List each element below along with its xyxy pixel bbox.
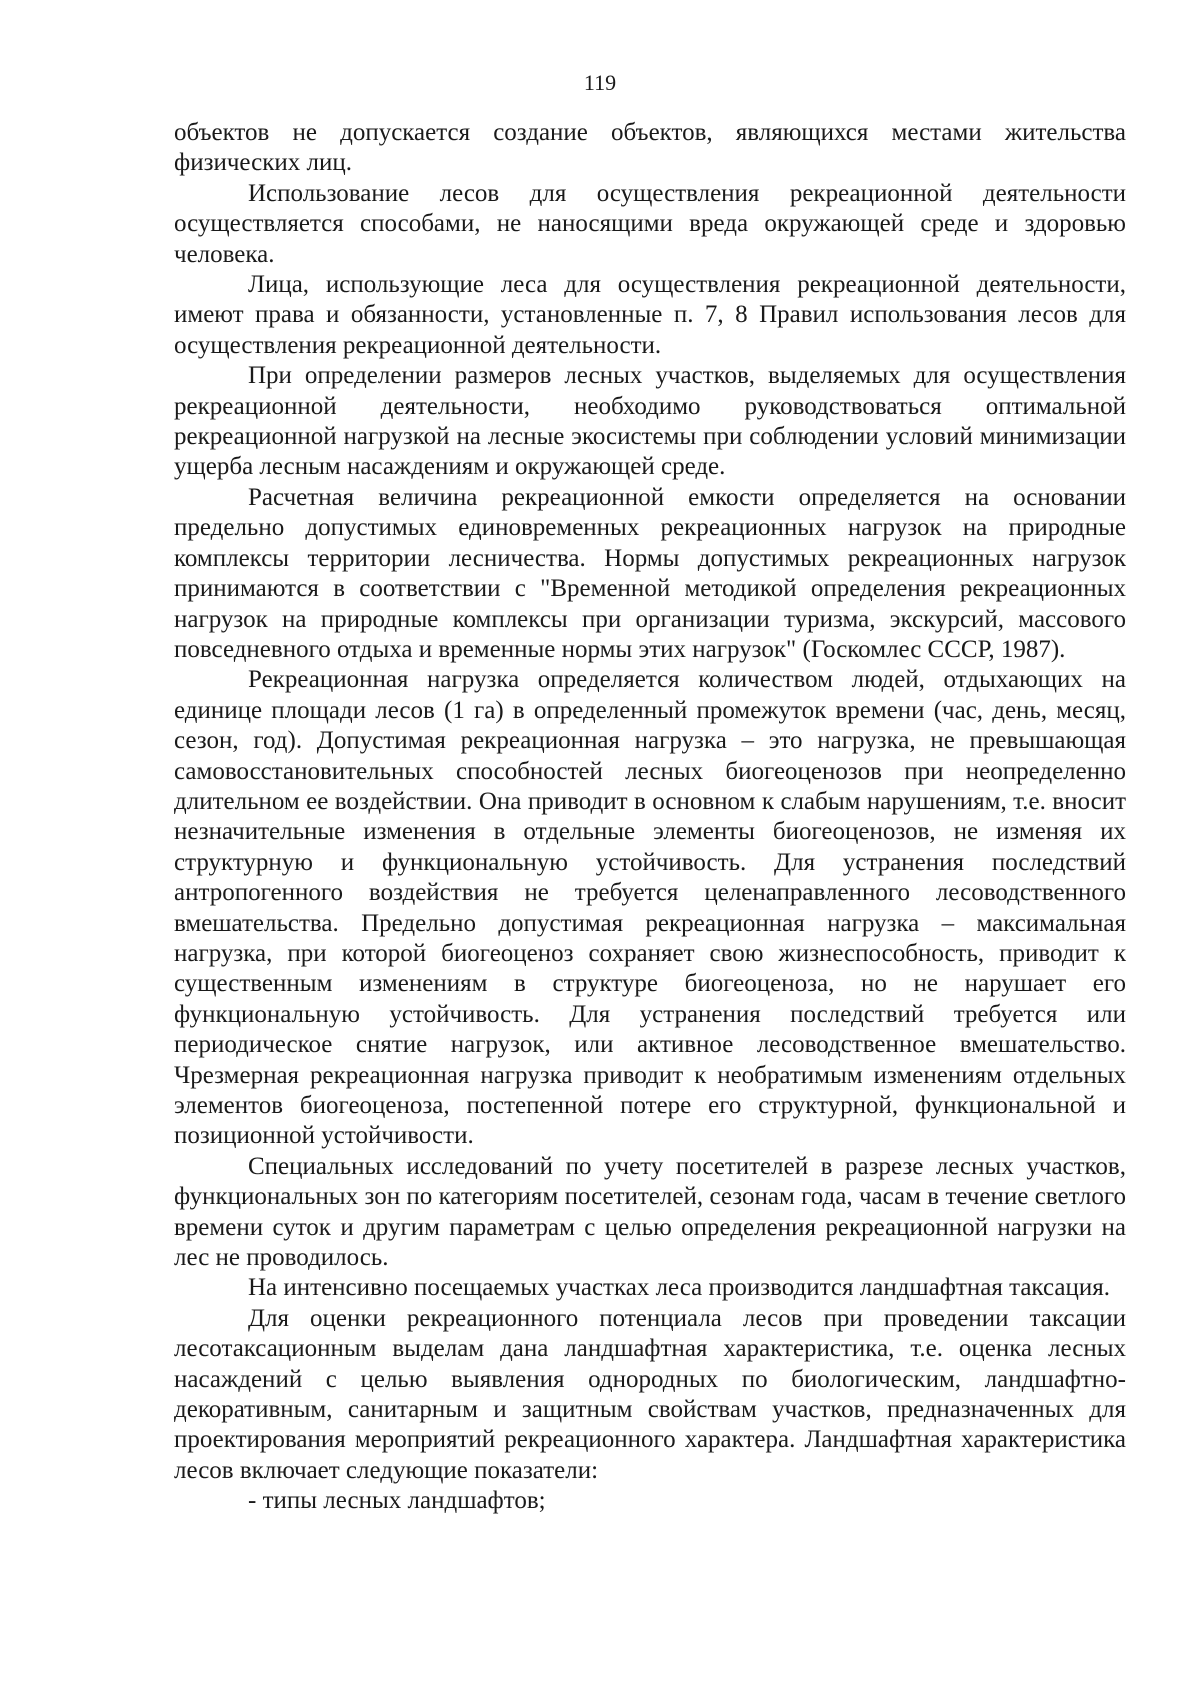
paragraph-continuation: объектов не допускается создание объектов, являющихся местами жительства физических лиц. [174, 119, 1126, 177]
paragraph-landscape-taxation: На интенсивно посещаемых участках леса производится ландшафтная таксация. [248, 1274, 1110, 1302]
paragraph-rights-obligations: Лица, использующие леса для осуществления рекреационной деятельности, имеют права и обязанности, установленные п. 7, 8 Правил использования лесов для осуществления рекреационной деятельности. [174, 271, 1126, 359]
paragraph-visitor-research: Специальных исследований по учету посетителей в разрезе лесных участков, функциональных зон по категориям посетителей, сезонам года, часам в течение светлого времени суток и другим параметрам с целью определения рекреационной нагрузки на лес не проводилось. [174, 1152, 1126, 1272]
paragraph-recreation-methods: Использование лесов для осуществления рекреационной деятельности осуществляется способами, не наносящими вреда окружающей среде и здоровью человека. [174, 179, 1126, 268]
paragraph-recreation-load: Рекреационная нагрузка определяется количеством людей, отдыхающих на единице площади лесов (1 га) в определенный промежуток времени (час, день, месяц, сезон, год). Допустимая рекреационная нагрузка – это нагрузка, не превышающая самовосстановительных способностей лесных биогеоценозов при неопределенно длительном ее воздействии. Она приводит в основном к слабым нарушениям, т.е. вносит незначительные изменения в отдельные элементы биогеоценозов, не изменяя их структурную и функциональную устойчивость. Для устранения последствий антропогенного воздействия не требуется целенаправленного лесоводственного вмешательства. Предельно допустимая рекреационная нагрузка – максимальная нагрузка, при которой биогеоценоз сохраняет свою жизнеспособность, приводит к существенным изменениям в структуре биогеоценоза, но не нарушает его функциональную устойчивость. Для устранения последствий требуется или периодическое снятие нагрузок, или активное лесоводственное вмешательство. Чрезмерная рекреационная нагрузка приводит к необратимым изменениям отдельных элементов биогеоценоза, постепенной потере его структурной, функциональной и позиционной устойчивости. [174, 666, 1126, 1150]
list-item-landscape-types: - типы лесных ландшафтов; [248, 1487, 546, 1515]
body-text [174, 118, 1126, 1517]
paragraph-plot-sizes: При определении размеров лесных участков, выделяемых для осуществления рекреационной деятельности, необходимо руководствоваться оптимальной рекреационной нагрузкой на лесные экосистемы при соблюдении условий минимизации ущерба лесным насаждениям и окружающей среде. [174, 362, 1126, 481]
paragraph-landscape-characteristic: Для оценки рекреационного потенциала лесов при проведении таксации лесотаксационным выделам дана ландшафтная характеристика, т.е. оценка лесных насаждений с целью выявления однородных по биологическим, ландшафтно-декоративным, санитарным и защитным свойствам участков, предназначенных для проектирования мероприятий рекреационного характера. Ландшафтная характеристика лесов включает следующие показатели: [174, 1304, 1126, 1484]
page-number: 119 [583, 70, 617, 95]
paragraph-capacity-calculation: Расчетная величина рекреационной емкости определяется на основании предельно допустимых единовременных рекреационных нагрузок на природные комплексы территории лесничества. Нормы допустимых рекреационных нагрузок принимаются в соответствии с "Временной методикой определения рекреационных нагрузок на природные комплексы при организации туризма, экскурсий, массового повседневного отдыха и временные нормы этих нагрузок" (Госкомлес СССР, 1987). [174, 483, 1126, 663]
